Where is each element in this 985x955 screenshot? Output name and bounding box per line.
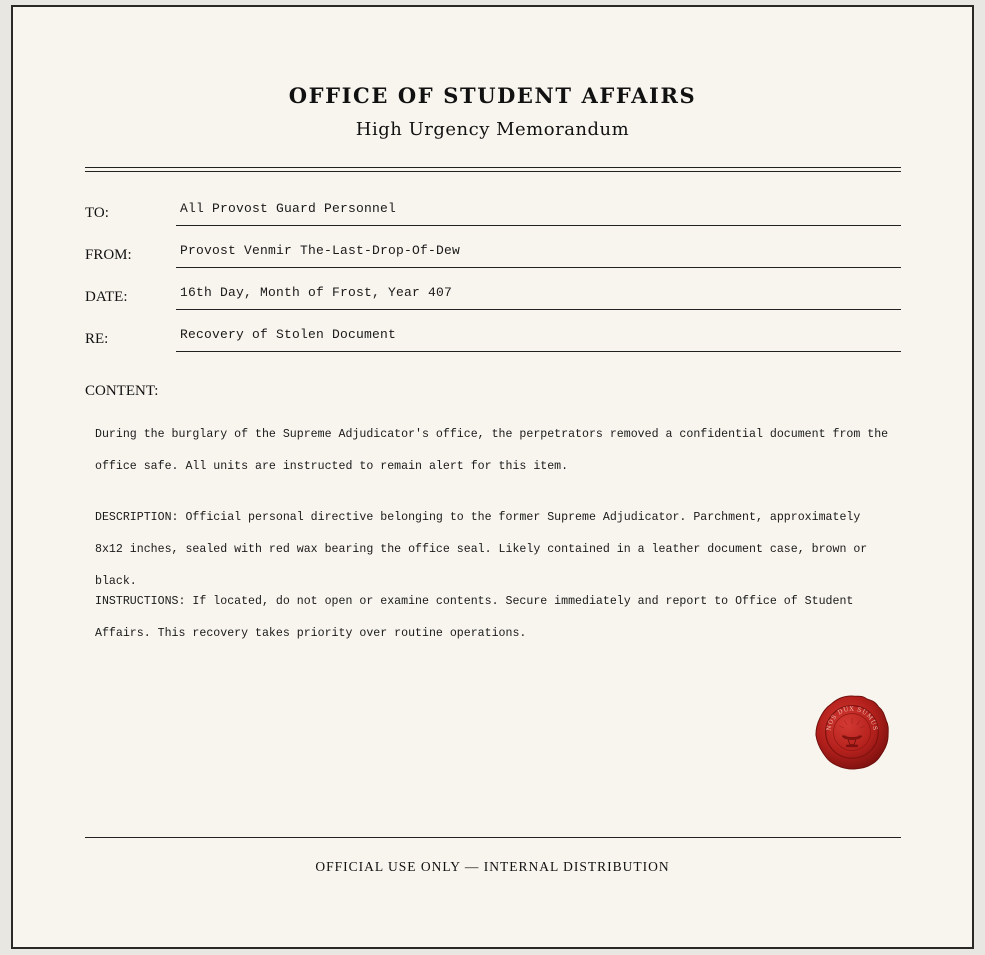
from-label: FROM: — [85, 247, 132, 263]
content-paragraph-description: DESCRIPTION: Official personal directive belonging to the former Supreme Adjudicator. Parchment, approximately 8x12 inches, sealed with red wax bearing the office seal. Likely contained in a leather document case, brown or black. — [95, 511, 868, 588]
memorandum-page — [11, 5, 974, 949]
content-label: CONTENT: — [85, 383, 159, 399]
from-value: Provost Venmir The-Last-Drop-Of-Dew — [176, 241, 901, 268]
to-label: TO: — [85, 205, 109, 221]
date-label: DATE: — [85, 289, 128, 305]
footer-divider — [85, 837, 901, 838]
document-subtitle: High Urgency Memorandum — [355, 119, 630, 140]
re-value: Recovery of Stolen Document — [176, 325, 901, 352]
seal-inscription: NOS DUX SUMUS — [825, 705, 879, 732]
content-paragraph-instructions: INSTRUCTIONS: If located, do not open or examine contents. Secure immediately and report to Office of Student Affairs. This recovery takes priority over routine operations. — [95, 595, 854, 640]
footer-notice: OFFICIAL USE ONLY — INTERNAL DISTRIBUTION — [315, 859, 670, 874]
document-title: OFFICE OF STUDENT AFFAIRS — [288, 83, 697, 108]
re-label: RE: — [85, 331, 109, 347]
to-value: All Provost Guard Personnel — [176, 199, 901, 226]
content-paragraph-intro: During the burglary of the Supreme Adjudicator's office, the perpetrators removed a confidential document from the office safe. All units are instructed to remain alert for this item. — [95, 428, 889, 473]
date-value: 16th Day, Month of Frost, Year 407 — [176, 283, 901, 310]
header-divider — [85, 167, 901, 172]
wax-seal-icon — [813, 693, 891, 771]
